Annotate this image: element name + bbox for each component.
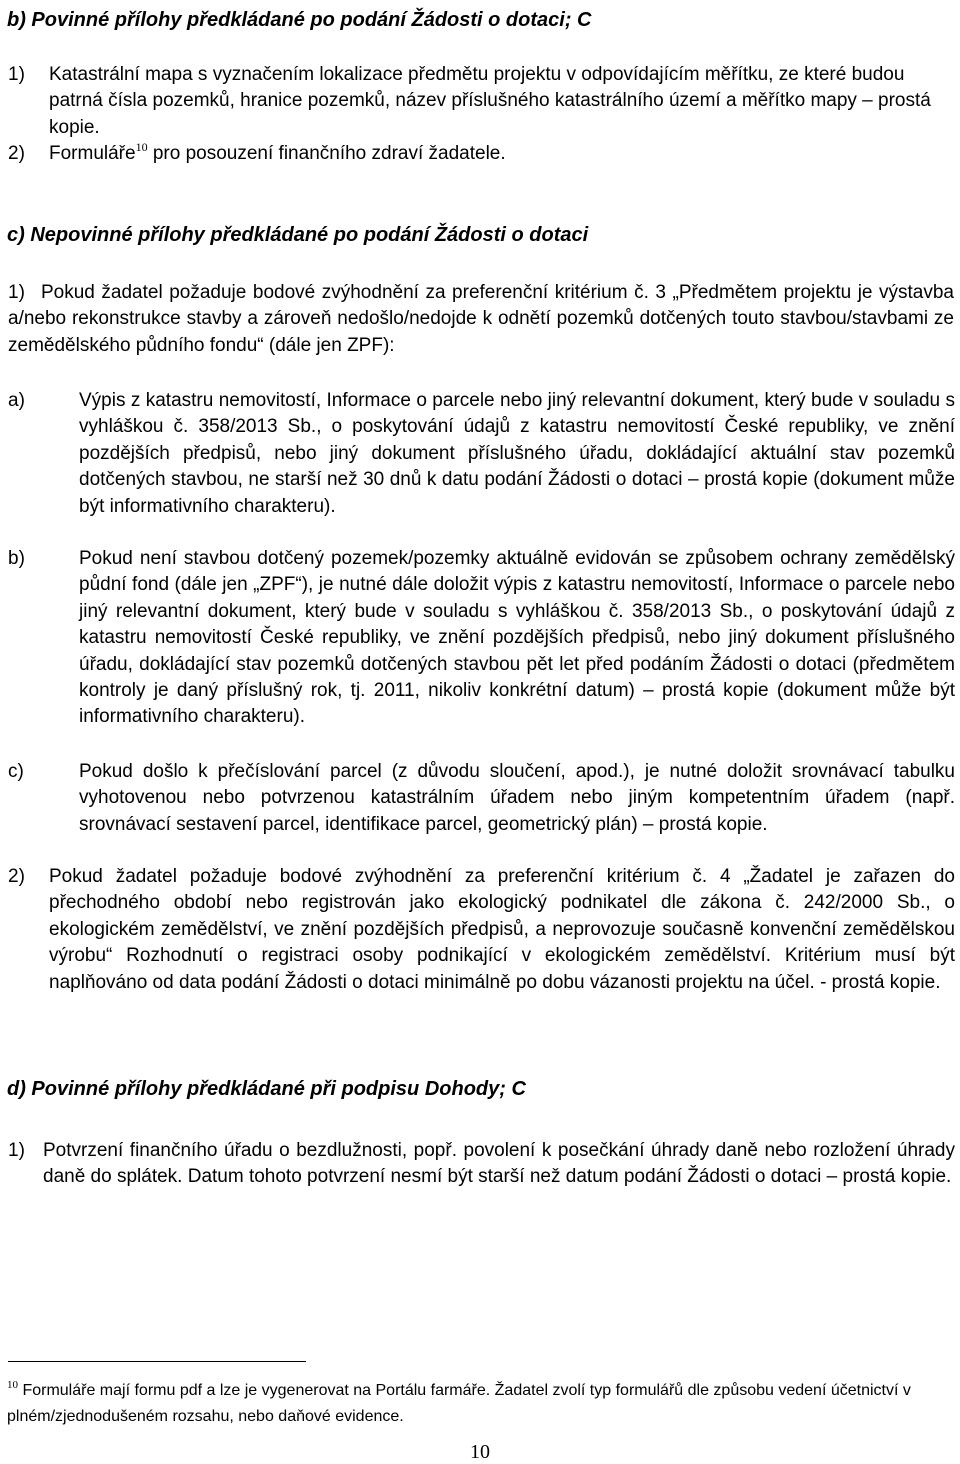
section-b-item-2-number: 2): [8, 143, 25, 164]
footnote-separator: [8, 1361, 306, 1362]
section-b-item-2-text: [49, 141, 949, 167]
section-c-subitem-b-letter: b): [8, 548, 25, 569]
section-d-item-1-text: Potvrzení finančního úřadu o bezdlužnosti, popř. povolení k posečkání úhrady daně nebo rozložení úhrady daně do splátek. Datum tohoto potvrzení nesmí být starší než datum podání Žádosti o dotaci – prostá kopie.: [43, 1140, 955, 1188]
page-number: 10: [470, 1441, 490, 1463]
section-c-subitem-c-letter: c): [8, 761, 24, 782]
section-c-heading: c) Nepovinné přílohy předkládané po podání Žádosti o dotaci: [7, 224, 589, 246]
section-c-subitem-c-text: Pokud došlo k přečíslování parcel (z důvodu sloučení, apod.), je nutné doložit srovnávací tabulku vyhotovenou nebo potvrzenou katastrálním úřadem nebo jiným kompetentním úřadem (např. srovnávací sestavení parcel, identifikace parcel, geometrický plán) – prostá kopie.: [79, 761, 955, 835]
section-c-item-1-text: Pokud žadatel požaduje bodové zvýhodnění za preferenční kritérium č. 3 „Předmětem projektu je výstavba a/nebo rekonstrukce stavby a zároveň nedošlo/nedojde k odnětí pozemků dotčených touto stavbou/stavbami ze zemědělského půdního fondu“ (dále jen ZPF):: [8, 282, 954, 356]
section-b-item-1-number: 1): [8, 64, 25, 85]
section-c-item-2-number: 2): [8, 866, 25, 887]
section-d-item-1-number: 1): [8, 1140, 25, 1161]
footnote: [7, 1378, 947, 1430]
section-c-item-2-text: Pokud žadatel požaduje bodové zvýhodnění za preferenční kritérium č. 4 „Žadatel je zařazen do přechodného období nebo registrován jako ekologický podnikatel dle zákona č. 242/2000 Sb., o ekologickém zemědělství, ve znění pozdějších předpisů, a neprovozuje současně konvenční zemědělskou výrobu“ Rozhodnutí o registraci osoby podnikající v ekologickém zemědělství. Kritérium musí být naplňováno od data podání Žádosti o dotaci minimálně po dobu vázanosti projektu na účel. - prostá kopie.: [49, 866, 955, 993]
footnote-reference: 10: [135, 140, 148, 154]
section-b-heading: b) Povinné přílohy předkládané po podání Žádosti o dotaci; C: [7, 9, 592, 31]
footnote-text: Formuláře mají formu pdf a lze je vygenerovat na Portálu farmáře. Žadatel zvolí typ formulářů dle způsobu vedení účetnictví v plném/zjednodušeném rozsahu, nebo daňové evidence.: [7, 1382, 911, 1425]
section-c-item-1-number: 1): [8, 282, 25, 303]
section-b-item-2-text-end: pro posouzení finančního zdraví žadatele.: [147, 143, 506, 164]
section-c-subitem-a-letter: a): [8, 390, 25, 411]
section-d-heading: d) Povinné přílohy předkládané při podpisu Dohody; C: [7, 1078, 526, 1100]
section-b-item-1-text: Katastrální mapa s vyznačením lokalizace předmětu projektu v odpovídajícím měřítku, ze které budou patrná čísla pozemků, hranice pozemků, název příslušného katastrálního území a měřítko mapy – prostá kopie.: [49, 64, 931, 138]
section-c-subitem-a-text: Výpis z katastru nemovitostí, Informace o parcele nebo jiný relevantní dokument, který bude v souladu s vyhláškou č. 358/2013 Sb., o poskytování údajů z katastru nemovitostí České republiky, ve znění pozdějších předpisů, nebo jiný dokument příslušného úřadu, dokládající aktuální stav pozemků dotčených stavbou, ne starší než 30 dnů k datu podání Žádosti o dotaci – prostá kopie (dokument může být informativního charakteru).: [79, 390, 955, 517]
section-c-subitem-b-text: Pokud není stavbou dotčený pozemek/pozemky aktuálně evidován se způsobem ochrany zemědělský půdní fond (dále jen „ZPF“), je nutné dále doložit výpis z katastru nemovitostí, Informace o parcele nebo jiný relevantní dokument, který bude v souladu s vyhláškou č. 358/2013 Sb., o poskytování údajů z katastru nemovitostí České republiky, ve znění pozdějších předpisů, nebo jiný dokument příslušného úřadu, dokládající stav pozemků dotčených stavbou pět let před podáním Žádosti o dotaci (předmětem kontroly je daný příslušný rok, tj. 2011, nikoliv konkrétní datum) – prostá kopie (dokument může být informativního charakteru).: [79, 548, 955, 728]
section-b-item-2-text-start: Formuláře: [49, 143, 136, 164]
footnote-mark: 10: [7, 1379, 18, 1391]
